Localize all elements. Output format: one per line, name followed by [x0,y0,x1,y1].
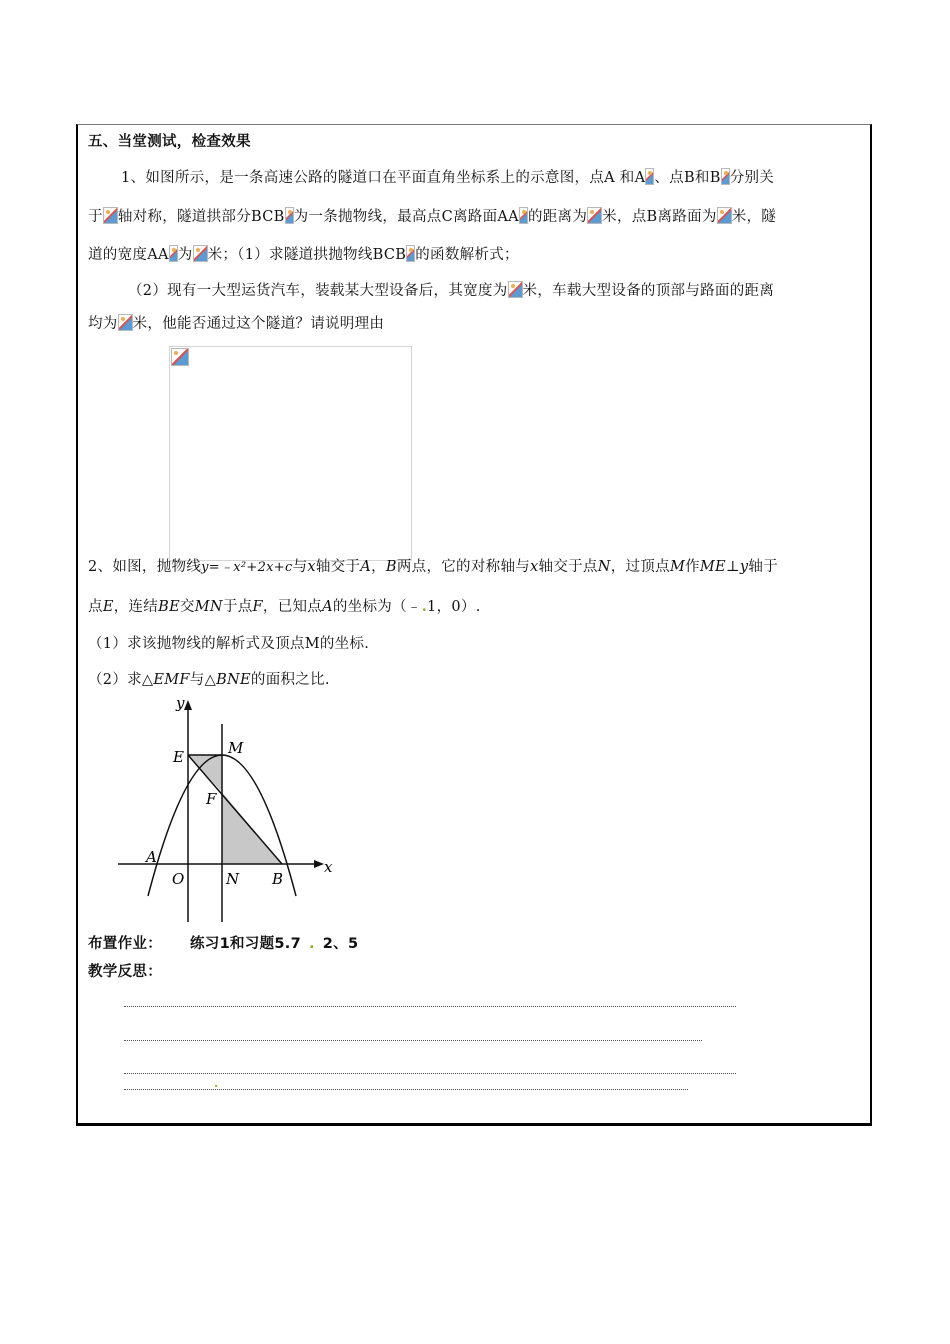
x-axis-arrow [314,860,324,868]
q2-var: F [252,599,263,615]
q2-text: 作 [685,559,700,575]
q2-line2 [88,595,481,616]
q2-var: B [385,559,397,575]
q2-text: 1，0）. [427,599,481,615]
q1-line1 [121,166,774,187]
q1-text: 轴对称，隧道拱部分BCB [117,209,285,225]
q2-text: 的坐标为（﹣ [332,599,422,615]
q2-text: ，连结 [113,599,159,615]
q1-text: （2）现有一大型运货汽车，装载某大型设备后，其宽度为 [128,283,508,299]
q1-text: 分别关 [729,170,775,186]
q2-text: ，已知点 [262,599,323,615]
q1-text: 均为 [88,316,118,332]
label-a: A [146,848,157,866]
q2-text: 与△ [189,672,217,688]
q1-text: 1、如图所示，是一条高速公路的隧道口在平面直角坐标系上的示意图，点A 和A [121,170,646,186]
q1-part2-line2 [88,312,384,333]
reflection-label: 教学反思： [88,964,162,980]
q1-part2-line1 [128,279,774,300]
reflection-line [124,1040,702,1041]
parabola-figure [110,690,340,928]
q2-sub2 [88,668,330,689]
label-b: B [272,870,284,888]
q2-text: 点 [88,599,103,615]
q2-text: 轴于 [748,559,778,575]
q2-var: BE [158,599,180,615]
broken-image-icon [721,168,730,185]
q2-var: MN [194,599,223,615]
label-m: M [228,739,244,757]
q1-text: 为 [177,247,193,263]
q2-var: A [322,599,333,615]
q2-text: 与 [292,559,308,575]
q1-text: 为一条抛物线，最高点C离路面AA [293,209,519,225]
broken-image-icon [118,314,133,331]
reflection-dot: . [214,1076,219,1090]
homework-text: 练习1和习题5.7 [190,936,301,952]
q2-text: ， [371,559,386,575]
q2-dot: . [421,598,428,615]
q2-var: N [597,559,611,575]
q2-var: x [530,559,539,575]
label-o: O [172,870,185,888]
q2-text: 2、如图，抛物线 [88,559,202,575]
q1-text: 于 [88,209,103,225]
q2-text: 轴交于点 [538,559,598,575]
q2-text: 轴交于 [315,559,361,575]
q2-text: ⊥ [725,559,740,575]
q1-text: 道的宽度AA [88,247,169,263]
q1-text: 的函数解析式； [415,247,519,263]
broken-image-icon [193,245,208,262]
broken-image-icon [169,245,178,262]
q2-text: 两点，它的对称轴与 [396,559,531,575]
broken-image-icon [103,207,118,224]
broken-image-icon [587,207,602,224]
q1-text: 、点B和B [654,170,721,186]
q2-var: M [669,559,686,575]
q2-line1 [88,555,778,576]
label-f: F [206,790,217,808]
broken-image-icon [285,207,294,224]
broken-image-icon [171,348,189,366]
section-title: 五、当堂测试，检查效果 [88,134,251,150]
q1-text: 米，车载大型设备的顶部与路面的距离 [522,283,775,299]
broken-image-icon [717,207,732,224]
homework-label: 布置作业： [88,936,162,952]
label-e: E [173,748,184,766]
q2-var: ME [699,559,726,575]
parabola-equation: y=﹣x²+2x+c [201,560,293,575]
reflection-line [124,1006,736,1007]
q2-text: （2）求△ [88,672,154,688]
q2-text: 交 [179,599,195,615]
broken-image-icon [406,245,415,262]
homework-dot: . [308,936,315,952]
q2-sub1: （1）求该抛物线的解析式及顶点M的坐标. [88,636,370,652]
q1-line3 [88,243,519,264]
q2-var: E [102,599,114,615]
q2-text: ，过顶点 [610,559,670,575]
broken-image-icon [519,207,528,224]
reflection-line [124,1089,688,1090]
label-x: x [324,858,333,876]
lesson-frame [76,124,872,1126]
broken-image-icon [645,168,654,185]
q2-text: 的面积之比. [250,672,330,688]
reflection-line [124,1073,736,1074]
q2-text: 于点 [222,599,253,615]
q2-var: A [360,559,372,575]
q1-text: 米，他能否通过这个隧道？请说明理由 [132,316,385,332]
q1-text: 米，点B离路面为 [602,209,717,225]
y-axis-arrow [184,700,192,710]
homework [88,932,358,953]
q2-var: BNE [216,672,251,688]
label-y: y [176,694,185,712]
label-n: N [226,870,240,888]
q2-var: EMF [153,672,190,688]
homework-text: 2、5 [322,936,359,952]
q1-text: 米；（1）求隧道拱抛物线BCB [207,247,407,263]
q2-var: y [739,559,749,575]
broken-image-icon [508,281,523,298]
q1-text: 的距离为 [527,209,588,225]
q1-text: 米，隧 [731,209,777,225]
q1-figure-placeholder [169,346,412,561]
q1-line2 [88,205,776,226]
q2-var: x [307,559,316,575]
